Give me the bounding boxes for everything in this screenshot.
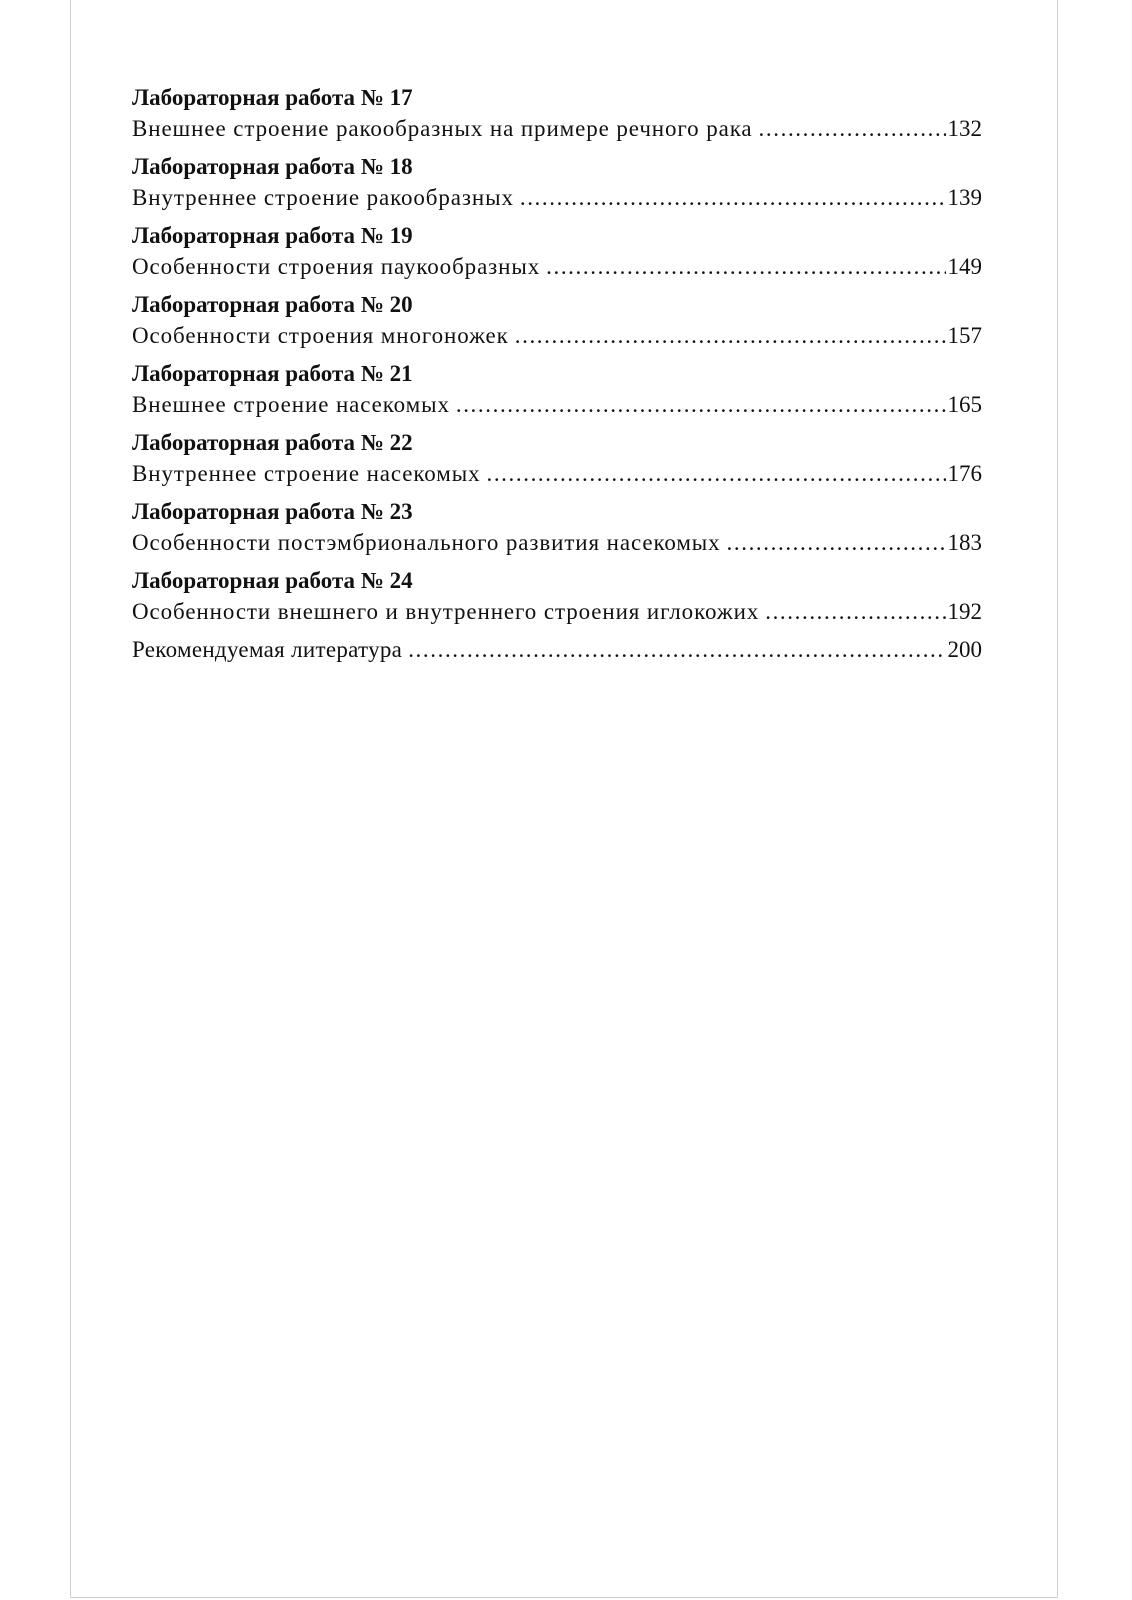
toc-entry-title: Особенности строения многоножек [132,323,509,348]
toc-page-number: 132 [947,116,982,141]
toc-entry-heading: Лабораторная работа № 19 [132,223,413,248]
toc-page-number: 149 [947,254,982,279]
toc-page-number: 183 [947,530,982,555]
toc-entry-lab-21[interactable] [132,358,982,421]
toc-entry-heading: Лабораторная работа № 17 [132,85,413,110]
toc-entry-line [132,527,982,559]
toc-entry-heading: Лабораторная работа № 23 [132,499,413,524]
toc-entry-title: Внешнее строение ракообразных на примере речного рака [132,116,753,141]
table-of-contents [132,82,982,672]
toc-dot-leader [546,251,945,283]
toc-dot-leader [759,113,946,145]
toc-entry-title: Внутреннее строение ракообразных [132,185,514,210]
document-page [70,0,1058,1598]
toc-page-number: 157 [947,323,982,348]
toc-entry-references[interactable] [132,634,982,666]
toc-entry-title: Внешнее строение насекомых [132,392,450,417]
toc-entry-heading: Лабораторная работа № 22 [132,430,413,455]
toc-entry-line [132,458,982,490]
toc-entry-line [132,389,982,421]
toc-entry-lab-19[interactable] [132,220,982,283]
toc-entry-line [132,182,982,214]
toc-entry-line [132,251,982,283]
toc-entry-line [132,113,982,145]
toc-dot-leader [727,527,946,559]
toc-page-number: 165 [947,392,982,417]
toc-entry-lab-22[interactable] [132,427,982,490]
toc-entry-title: Рекомендуемая литература [132,637,403,662]
toc-entry-heading: Лабораторная работа № 21 [132,361,413,386]
toc-dot-leader [408,634,945,666]
toc-dot-leader [486,458,945,490]
toc-entry-lab-17[interactable] [132,82,982,145]
toc-entry-title: Особенности строения паукообразных [132,254,541,279]
toc-entry-heading: Лабораторная работа № 24 [132,568,413,593]
toc-entry-lab-18[interactable] [132,151,982,214]
toc-entry-line [132,320,982,352]
toc-entry-lab-20[interactable] [132,289,982,352]
toc-entry-line [132,596,982,628]
toc-page-number: 192 [947,599,982,624]
toc-entry-lab-23[interactable] [132,496,982,559]
toc-dot-leader [456,389,946,421]
toc-dot-leader [515,320,946,352]
toc-entry-title: Внутреннее строение насекомых [132,461,481,486]
toc-page-number: 200 [947,637,982,662]
toc-entry-title: Особенности постэмбрионального развития насекомых [132,530,721,555]
toc-entry-lab-24[interactable] [132,565,982,628]
toc-entry-heading: Лабораторная работа № 18 [132,154,413,179]
toc-dot-leader [765,596,945,628]
toc-entry-heading: Лабораторная работа № 20 [132,292,413,317]
toc-page-number: 139 [947,185,982,210]
toc-entry-line [132,634,982,666]
toc-dot-leader [520,182,946,214]
toc-page-number: 176 [947,461,982,486]
toc-entry-title: Особенности внешнего и внутреннего строения иглокожих [132,599,760,624]
